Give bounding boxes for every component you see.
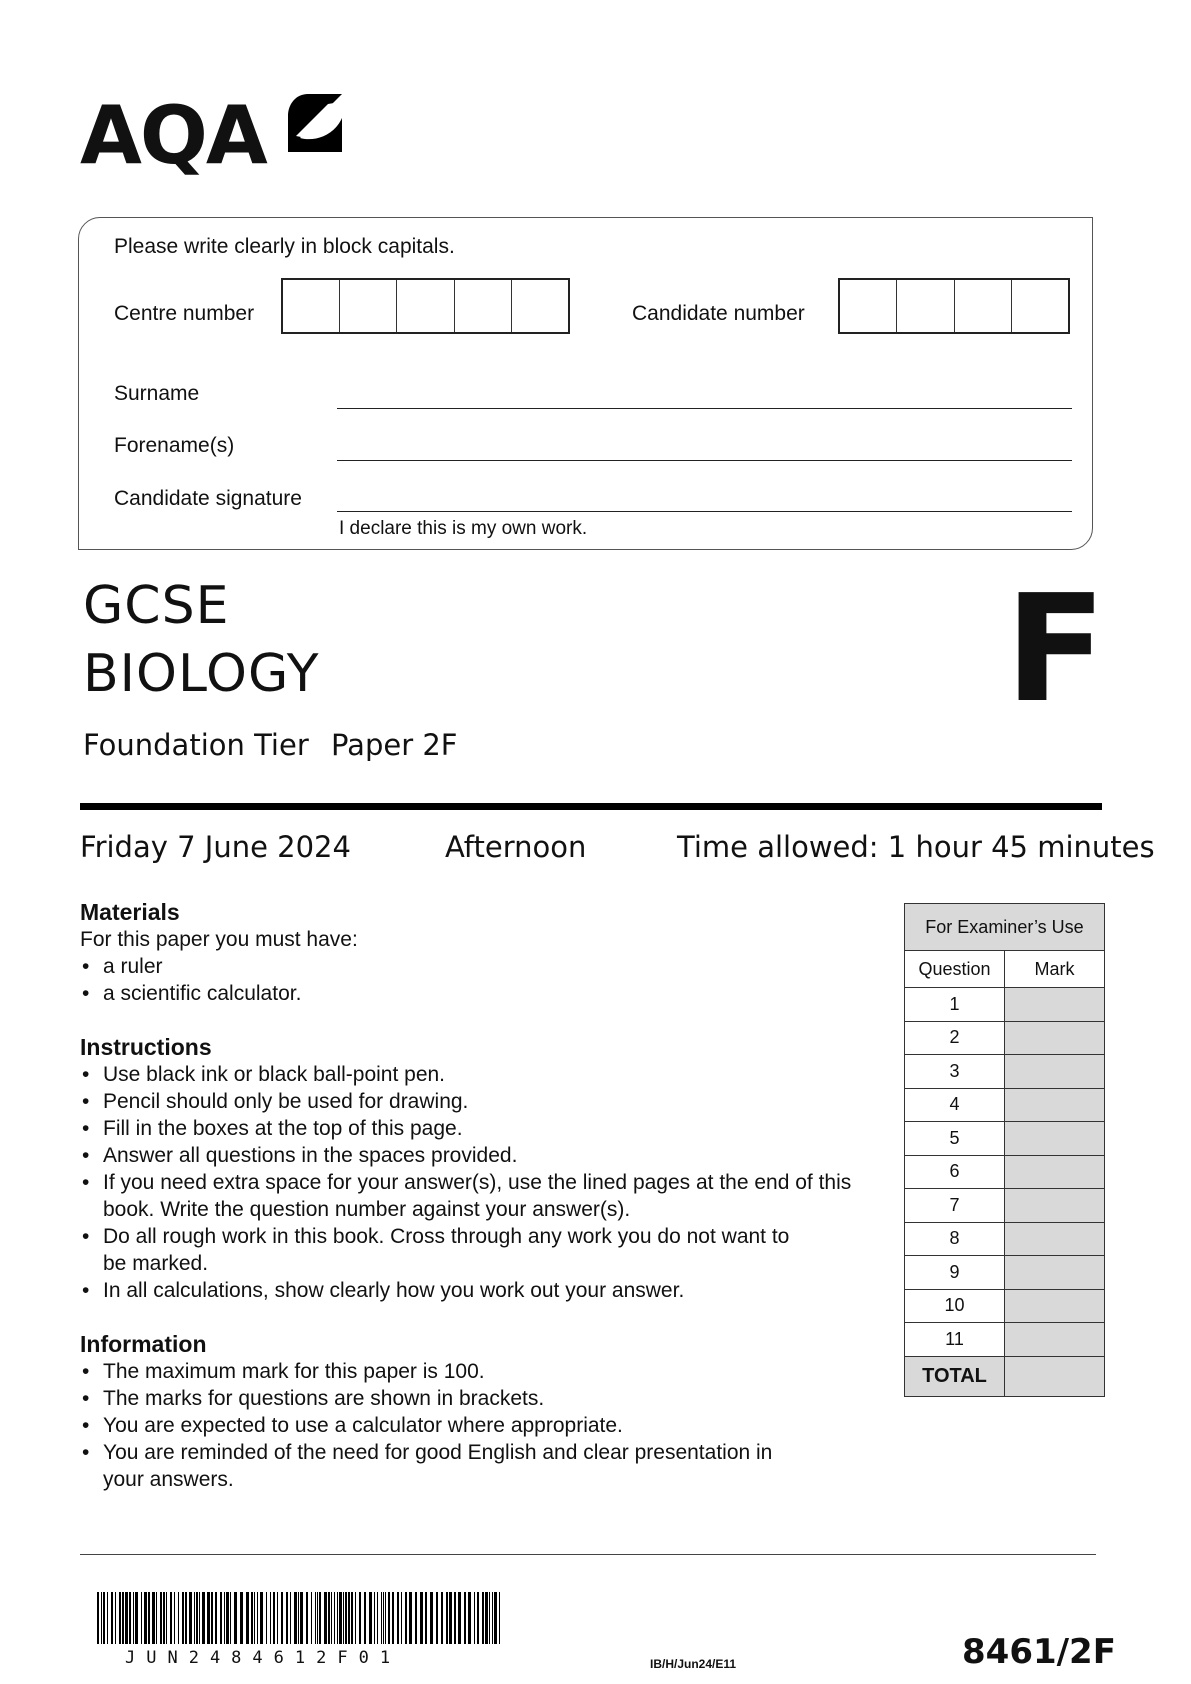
question-number: 11: [905, 1323, 1005, 1357]
forename-label: Forename(s): [114, 434, 235, 457]
barcode-bar: [115, 1592, 116, 1644]
question-number: 3: [905, 1055, 1005, 1089]
barcode-icon: [97, 1592, 507, 1644]
barcode-bar: [317, 1592, 318, 1644]
signature-label: Candidate signature: [114, 487, 302, 510]
barcode-bar: [97, 1592, 99, 1644]
instruction-item: • If you need extra space for your answer(s), use the lined pages at the end of this book. Write the question number against your answer(s).: [80, 1169, 870, 1223]
mark-cell: [1005, 1122, 1105, 1156]
footer-divider: [80, 1554, 1096, 1555]
barcode-bar: [103, 1592, 105, 1644]
barcode-bar: [383, 1592, 384, 1644]
aqa-logo-mark-icon: [284, 92, 344, 154]
centre-digit-box: [512, 280, 568, 332]
barcode-bar: [178, 1592, 179, 1644]
barcode-bar: [328, 1592, 330, 1644]
barcode-bar: [409, 1592, 412, 1644]
centre-digit-box: [397, 280, 454, 332]
barcode-bar: [160, 1592, 162, 1644]
barcode-bar: [152, 1592, 155, 1644]
barcode-bar: [385, 1592, 386, 1644]
candidate-digit-box: [897, 280, 954, 332]
instructions-section: [80, 1061, 870, 1304]
barcode-bar: [148, 1592, 150, 1644]
barcode-bar: [489, 1592, 490, 1644]
barcode-bar: [286, 1592, 288, 1644]
barcode-bar: [294, 1592, 297, 1644]
surname-label: Surname: [114, 382, 200, 405]
question-number: 2: [905, 1021, 1005, 1055]
barcode-bar: [420, 1592, 423, 1644]
barcode-bar: [240, 1592, 243, 1644]
question-number: 10: [905, 1289, 1005, 1323]
instructions-heading: Instructions: [80, 1034, 212, 1060]
title-divider: [80, 803, 1102, 810]
information-section: [80, 1358, 820, 1493]
barcode-bar: [364, 1592, 366, 1644]
barcode-bar: [359, 1592, 361, 1644]
barcode-bar: [185, 1592, 187, 1644]
candidate-number-boxes[interactable]: [838, 278, 1070, 334]
barcode-bar: [196, 1592, 198, 1644]
exam-date: Friday 7 June 2024: [80, 830, 351, 864]
barcode-bar: [388, 1592, 390, 1644]
barcode-bar: [300, 1592, 303, 1644]
materials-intro: For this paper you must have:: [80, 928, 358, 951]
mark-cell: [1005, 1021, 1105, 1055]
instruction-item: • Use black ink or black ball-point pen.: [80, 1061, 870, 1088]
instruction-item: • Answer all questions in the spaces provided.: [80, 1142, 870, 1169]
mark-column-header: Mark: [1005, 951, 1105, 988]
information-item: • The marks for questions are shown in brackets.: [80, 1385, 820, 1412]
barcode-bar: [449, 1592, 452, 1644]
barcode-bar: [415, 1592, 417, 1644]
time-allowed: Time allowed: 1 hour 45 minutes: [677, 830, 1155, 864]
materials-section: [80, 926, 880, 1007]
barcode-bar: [215, 1592, 217, 1644]
barcode-bar: [144, 1592, 147, 1644]
barcode-bar: [485, 1592, 488, 1644]
barcode-bar: [234, 1592, 237, 1644]
barcode-bar: [430, 1592, 433, 1644]
barcode-bar: [355, 1592, 356, 1644]
paper-label: Paper 2F: [331, 728, 458, 762]
centre-digit-box: [340, 280, 397, 332]
barcode-bar: [141, 1592, 142, 1644]
mark-cell: [1005, 1323, 1105, 1357]
barcode-bar: [194, 1592, 195, 1644]
barcode-bar: [266, 1592, 267, 1644]
barcode-bar: [298, 1592, 299, 1644]
mark-cell: [1005, 988, 1105, 1022]
barcode-bar: [119, 1592, 121, 1644]
barcode-bar: [156, 1592, 157, 1644]
barcode-bar: [337, 1592, 338, 1644]
barcode-bar: [458, 1592, 461, 1644]
paper-code: 8461/2F: [962, 1632, 1116, 1672]
materials-heading: Materials: [80, 899, 180, 925]
barcode-bar: [425, 1592, 427, 1644]
barcode-bar: [207, 1592, 210, 1644]
barcode-bar: [381, 1592, 382, 1644]
mark-cell: [1005, 1222, 1105, 1256]
barcode-bar: [339, 1592, 342, 1644]
barcode-bar: [343, 1592, 344, 1644]
barcode-bar: [199, 1592, 200, 1644]
information-heading: Information: [80, 1331, 207, 1357]
barcode-bar: [246, 1592, 249, 1644]
barcode-bar: [273, 1592, 275, 1644]
question-number: 1: [905, 988, 1005, 1022]
centre-digit-box: [283, 280, 340, 332]
total-mark-cell: [1005, 1356, 1105, 1396]
barcode-bar: [494, 1592, 497, 1644]
barcode-bar: [315, 1592, 316, 1644]
barcode-bar: [319, 1592, 321, 1644]
question-number: 9: [905, 1256, 1005, 1290]
information-item: • You are expected to use a calculator where appropriate.: [80, 1412, 820, 1439]
barcode-bar: [446, 1592, 448, 1644]
barcode-bar: [369, 1592, 372, 1644]
barcode-bar: [441, 1592, 443, 1644]
tier-label: Foundation Tier: [83, 728, 309, 762]
information-item: • The maximum mark for this paper is 100.: [80, 1358, 820, 1385]
paper-reference: IB/H/Jun24/E11: [650, 1657, 737, 1671]
signature-field[interactable]: [337, 511, 1072, 512]
barcode-bar: [211, 1592, 213, 1644]
barcode-bar: [260, 1592, 263, 1644]
barcode-bar: [254, 1592, 255, 1644]
barcode-bar: [125, 1592, 128, 1644]
barcode-bar: [492, 1592, 493, 1644]
question-number: 7: [905, 1189, 1005, 1223]
barcode-bar: [281, 1592, 283, 1644]
barcode-bar: [331, 1592, 332, 1644]
barcode-bar: [482, 1592, 484, 1644]
barcode-bar: [166, 1592, 167, 1644]
question-number: 8: [905, 1222, 1005, 1256]
barcode-bar: [270, 1592, 271, 1644]
barcode-bar: [101, 1592, 102, 1644]
mark-cell: [1005, 1289, 1105, 1323]
barcode-bar: [107, 1592, 108, 1644]
surname-field[interactable]: [337, 408, 1072, 409]
barcode-bar: [122, 1592, 124, 1644]
barcode-bar: [306, 1592, 308, 1644]
barcode-text: JUN2484612F01: [125, 1648, 402, 1668]
instruction-item: • Pencil should only be used for drawing.: [80, 1088, 870, 1115]
barcode-bar: [477, 1592, 479, 1644]
barcode-bar: [334, 1592, 335, 1644]
barcode-bar: [133, 1592, 134, 1644]
question-number: 6: [905, 1155, 1005, 1189]
barcode-bar: [464, 1592, 466, 1644]
barcode-bar: [111, 1592, 113, 1644]
candidate-digit-box: [1012, 280, 1068, 332]
barcode-bar: [202, 1592, 205, 1644]
barcode-bar: [257, 1592, 258, 1644]
instruction-item: • In all calculations, show clearly how you work out your answer.: [80, 1277, 870, 1304]
aqa-logo-text: AQA: [80, 89, 266, 182]
barcode-bar: [182, 1592, 184, 1644]
barcode-bar: [129, 1592, 131, 1644]
mark-cell: [1005, 1155, 1105, 1189]
barcode-bar: [474, 1592, 475, 1644]
total-label: TOTAL: [905, 1356, 1005, 1396]
examiner-table-title: For Examiner’s Use: [905, 904, 1105, 951]
barcode-bar: [220, 1592, 222, 1644]
subject-title: BIOLOGY: [83, 644, 320, 704]
instruction-item: • Fill in the boxes at the top of this page.: [80, 1115, 870, 1142]
barcode-bar: [163, 1592, 165, 1644]
barcode-bar: [135, 1592, 138, 1644]
question-number: 5: [905, 1122, 1005, 1156]
question-column-header: Question: [905, 951, 1005, 988]
barcode-bar: [189, 1592, 192, 1644]
barcode-bar: [351, 1592, 353, 1644]
barcode-bar: [401, 1592, 402, 1644]
barcode-bar: [174, 1592, 175, 1644]
barcode-bar: [374, 1592, 375, 1644]
instruction-item: • Do all rough work in this book. Cross through any work you do not want to be marked.: [80, 1223, 818, 1277]
candidate-number-label: Candidate number: [632, 302, 805, 325]
barcode-bar: [324, 1592, 327, 1644]
barcode-bar: [348, 1592, 350, 1644]
barcode-bar: [251, 1592, 253, 1644]
barcode-bar: [454, 1592, 456, 1644]
barcode-bar: [397, 1592, 399, 1644]
candidate-digit-box: [955, 280, 1012, 332]
barcode-bar: [224, 1592, 225, 1644]
barcode-bar: [230, 1592, 231, 1644]
question-number: 4: [905, 1088, 1005, 1122]
mark-cell: [1005, 1055, 1105, 1089]
barcode-bar: [499, 1592, 500, 1644]
barcode-bar: [436, 1592, 438, 1644]
barcode-bar: [311, 1592, 312, 1644]
declaration-text: I declare this is my own work.: [339, 518, 588, 539]
materials-item: • a ruler: [80, 953, 880, 980]
candidate-digit-box: [840, 280, 897, 332]
block-capitals-instruction: Please write clearly in block capitals.: [114, 235, 455, 258]
exam-session: Afternoon: [445, 830, 587, 864]
tier-letter: F: [1005, 563, 1107, 735]
qualification-title: GCSE: [83, 576, 230, 636]
mark-cell: [1005, 1256, 1105, 1290]
materials-item: • a scientific calculator.: [80, 980, 880, 1007]
centre-digit-box: [455, 280, 512, 332]
barcode-bar: [226, 1592, 229, 1644]
barcode-bar: [405, 1592, 407, 1644]
centre-number-boxes[interactable]: [281, 278, 570, 334]
barcode-bar: [345, 1592, 347, 1644]
information-item: • You are reminded of the need for good English and clear presentation in your answers.: [80, 1439, 803, 1493]
barcode-bar: [277, 1592, 278, 1644]
barcode-bar: [170, 1592, 172, 1644]
barcode-bar: [290, 1592, 291, 1644]
examiner-use-table: [904, 903, 1105, 1397]
barcode-bar: [392, 1592, 394, 1644]
mark-cell: [1005, 1088, 1105, 1122]
forename-field[interactable]: [337, 460, 1072, 461]
barcode-bar: [377, 1592, 378, 1644]
mark-cell: [1005, 1189, 1105, 1223]
centre-number-label: Centre number: [114, 302, 255, 325]
barcode-bar: [468, 1592, 471, 1644]
